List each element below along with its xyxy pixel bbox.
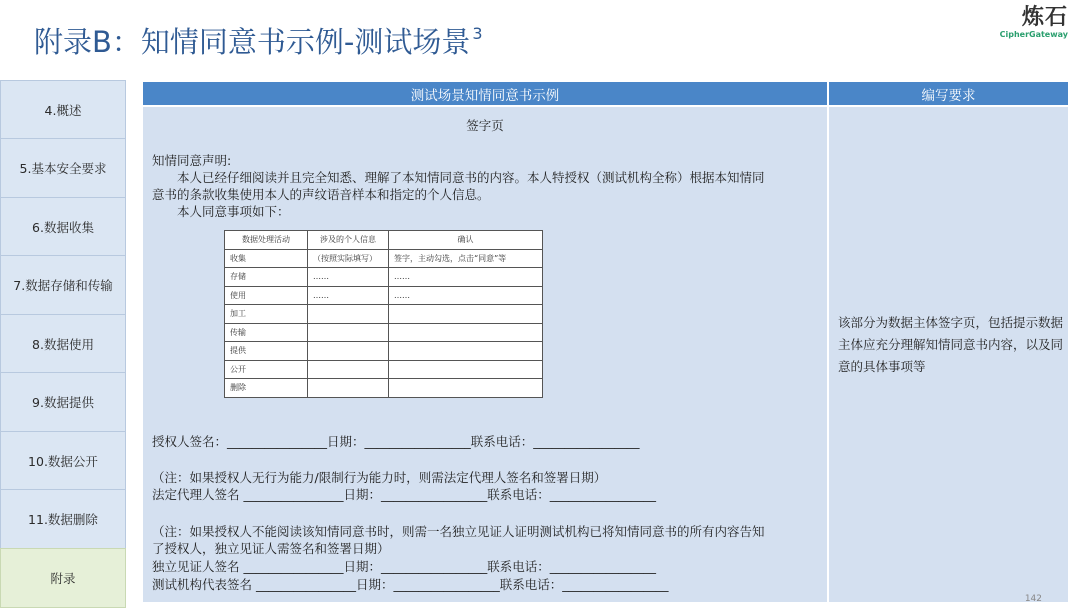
requirement-text: 该部分为数据主体签字页，包括提示数据主体应充分理解知情同意书内容，以及同意的具体事项等	[838, 315, 1064, 374]
table-cell	[308, 379, 389, 398]
column-header-sample: 测试场景知情同意书示例	[143, 82, 827, 105]
table-cell: （按照实际填写）	[308, 249, 389, 268]
table-row	[225, 342, 543, 361]
sidebar-item-data-deletion[interactable]: 11.数据删除	[0, 489, 126, 549]
table-cell	[389, 323, 543, 342]
requirements-panel	[829, 107, 1068, 602]
sidebar-item-data-collection[interactable]: 6.数据收集	[0, 197, 126, 256]
table-cell	[308, 323, 389, 342]
table-cell	[389, 305, 543, 324]
table-row	[225, 379, 543, 398]
table-header: 确认	[389, 231, 543, 250]
witness-sign-line: 独立见证人签名 ________________日期：_________________联系电话：_________________	[152, 559, 656, 574]
table-cell	[308, 305, 389, 324]
sidebar-item-data-use[interactable]: 8.数据使用	[0, 314, 126, 373]
note-witness-line-1: （注：如果授权人不能阅读该知情同意书时，则需一名独立见证人证明测试机构已将知情同意书的所有内容告知	[152, 524, 765, 539]
column-header-requirements: 编写要求	[829, 82, 1068, 105]
note-incapacity: （注：如果授权人无行为能力/限制行为能力时，则需法定代理人签名和签署日期）	[152, 470, 607, 485]
legal-representative-line: 法定代理人签名 ________________日期：_________________联系电话：_________________	[152, 487, 656, 502]
sidebar-item-overview[interactable]: 4.概述	[0, 80, 126, 139]
table-cell	[308, 360, 389, 379]
sidebar-nav	[0, 80, 128, 608]
table-row	[225, 249, 543, 268]
table-cell: 删除	[225, 379, 308, 398]
sign-page-title: 签字页	[466, 118, 504, 133]
table-cell: 使用	[225, 286, 308, 305]
authorizer-sign-line: 授权人签名：________________日期：_________________联系电话：_________________	[152, 434, 640, 449]
statement-line-1: 本人已经仔细阅读并且完全知悉、理解了本知情同意书的内容。本人特授权（测试机构全称）根据本知情同	[177, 170, 765, 185]
consent-table	[224, 230, 543, 398]
table-row	[225, 286, 543, 305]
table-row	[225, 323, 543, 342]
table-cell: 收集	[225, 249, 308, 268]
main-content	[143, 82, 1068, 602]
table-cell	[389, 342, 543, 361]
logo-english: CipherGateway	[999, 30, 1068, 39]
table-row	[225, 360, 543, 379]
sample-panel	[143, 107, 827, 602]
logo	[1000, 6, 1068, 40]
page-number: 142	[1024, 594, 1042, 604]
table-row	[225, 305, 543, 324]
statement-heading: 知情同意声明:	[152, 153, 232, 168]
table-cell	[389, 360, 543, 379]
table-cell: 签字，主动勾选，点击“同意”等	[389, 249, 543, 268]
tester-sign-line: 测试机构代表签名 ________________日期：_________________联系电话：_________________	[152, 577, 669, 592]
table-cell: 传输	[225, 323, 308, 342]
table-cell: ……	[389, 268, 543, 287]
table-header: 数据处理活动	[225, 231, 308, 250]
sidebar-item-data-disclosure[interactable]: 10.数据公开	[0, 431, 126, 490]
sidebar-item-data-provision[interactable]: 9.数据提供	[0, 372, 126, 432]
sidebar-item-storage-transfer[interactable]: 7.数据存储和传输	[0, 255, 126, 315]
table-cell	[389, 379, 543, 398]
sidebar-item-basic-security[interactable]: 5.基本安全要求	[0, 138, 126, 198]
page-title: 附录B：知情同意书示例-测试场景 $^3$	[34, 24, 483, 59]
table-header: 涉及的个人信息	[308, 231, 389, 250]
logo-chinese: 炼石	[1021, 5, 1068, 30]
table-cell	[308, 342, 389, 361]
agree-line: 本人同意事项如下：	[177, 204, 290, 219]
table-cell: 公开	[225, 360, 308, 379]
table-cell: 存储	[225, 268, 308, 287]
note-witness-line-2: 了授权人，独立见证人需签名和签署日期）	[152, 541, 390, 556]
table-cell: 提供	[225, 342, 308, 361]
table-cell: ……	[389, 286, 543, 305]
table-cell: ……	[308, 286, 389, 305]
sidebar-item-appendix[interactable]: 附录	[0, 548, 126, 608]
table-cell: 加工	[225, 305, 308, 324]
table-cell: ……	[308, 268, 389, 287]
table-row	[225, 268, 543, 287]
statement-line-2: 意书的条款收集使用本人的声纹语音样本和指定的个人信息。	[152, 187, 490, 202]
